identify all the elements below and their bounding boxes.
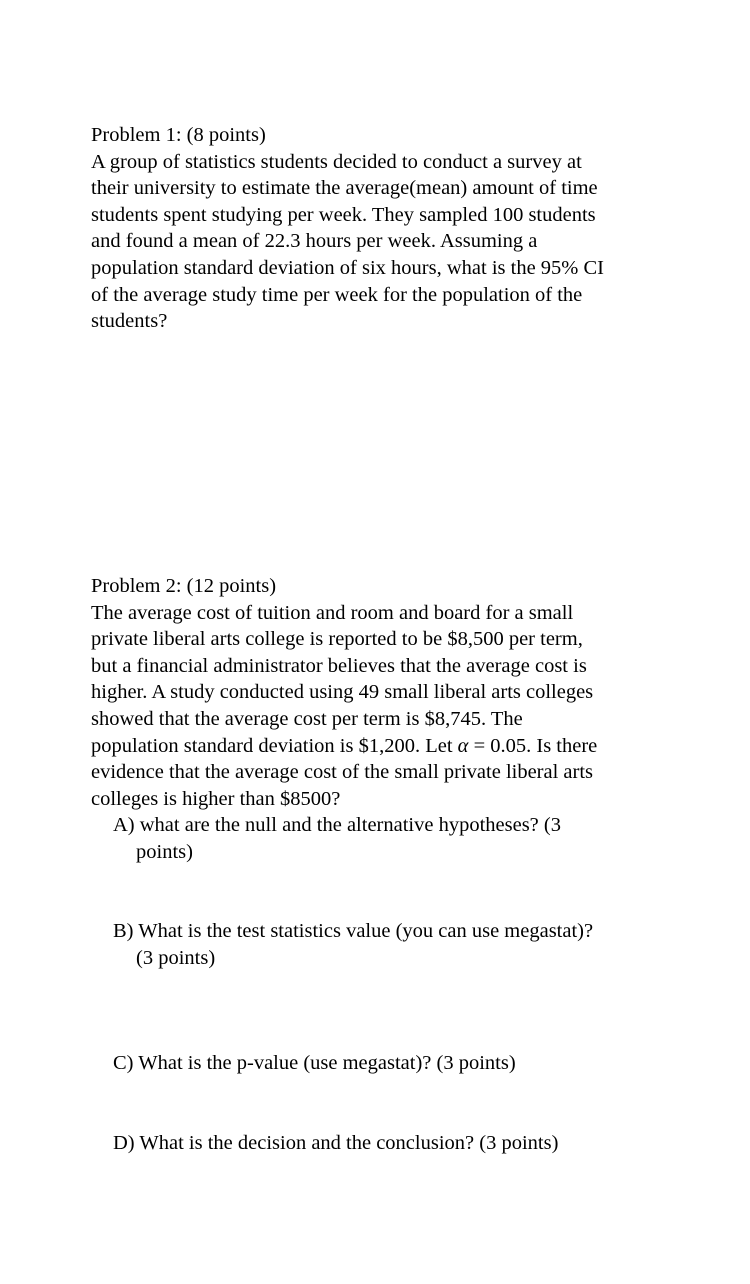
problem-1-text-line: of the average study time per week for the population of the: [91, 283, 583, 306]
problem-2-text-line: showed that the average cost per term is $8,745. The: [91, 707, 523, 730]
question-part-c: [113, 1050, 693, 1077]
problem-1-text-line: population standard deviation of six hours, what is the 95% CI: [91, 256, 604, 279]
problem-1-text-line: and found a mean of 22.3 hours per week. Assuming a: [91, 230, 538, 253]
problem-2-text-line: but a financial administrator believes that the average cost is: [91, 654, 587, 677]
problem-2: [91, 573, 691, 812]
problem-1-text-line: students spent studying per week. They sampled 100 students: [91, 203, 596, 226]
problem-2-text-line: private liberal arts college is reported to be $8,500 per term,: [91, 628, 583, 651]
problem-2-heading: Problem 2: (12 points): [91, 575, 277, 597]
part-d-line-1: D) What is the decision and the conclusion? (3 points): [113, 1132, 559, 1154]
problem-2-text-line: colleges is higher than $8500?: [91, 787, 341, 810]
problem-2-alpha-line: [91, 733, 691, 760]
problem-1-text-line: their university to estimate the average(mean) amount of time: [91, 177, 598, 200]
problem-2-text-line: higher. A study conducted using 49 small liberal arts colleges: [91, 681, 594, 704]
part-b-line-1: B) What is the test statistics value (you can use megastat)?: [113, 920, 594, 942]
part-c-line-1: C) What is the p-value (use megastat)? (3 points): [113, 1052, 516, 1074]
problem-2-text-line: The average cost of tuition and room and board for a small: [91, 601, 574, 624]
alpha-line-after: = 0.05. Is there: [468, 734, 598, 757]
part-b-line-2: (3 points): [136, 946, 216, 969]
alpha-line-before: population standard deviation is $1,200. Let: [91, 734, 458, 757]
question-part-d: [113, 1130, 693, 1157]
problem-1-heading: Problem 1: (8 points): [91, 124, 266, 146]
question-part-b: [113, 918, 693, 971]
part-a-line-2: points): [136, 840, 193, 863]
part-a-line-1: A) what are the null and the alternative hypotheses? (3: [113, 814, 561, 836]
problem-1: [91, 122, 691, 335]
problem-1-text-line: students?: [91, 310, 168, 333]
alpha-symbol: α: [457, 734, 469, 757]
problem-2-text-line: evidence that the average cost of the small private liberal arts: [91, 761, 594, 784]
question-part-a: [113, 812, 693, 865]
problem-1-text-line: A group of statistics students decided to conduct a survey at: [91, 150, 582, 173]
